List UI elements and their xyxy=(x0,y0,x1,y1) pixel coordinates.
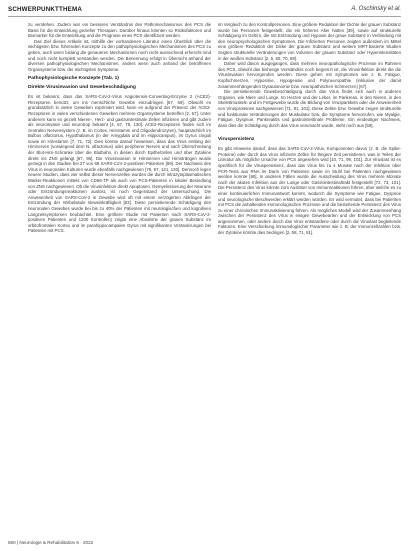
paragraph: zu verstehen. Zudem war ein besseres Verständnis des Pathomechanismus des PCS die Basis für die Entwicklung gezielter Therapien. Darüber hinaus könnten so Risikofaktoren und Biomarker für die Entwicklung und die Prognose eines PCS identifiziert werden. xyxy=(28,22,211,39)
right-column xyxy=(218,22,401,236)
paragraph: Das Ziel dieses Artikels ist, mithilfe der vorhandenen Literatur einen Überblick über die wichtigsten bzw. führenden Konzepte zu den pathophysiologischen Mechanismen des PCS zu geben, auch wenn bislang die genaueren Mechanismen noch nicht ausreichend erforscht sind und noch nicht komplett verstanden werden. Die Benennung erfolgt in Übersicht anhand der diversen pathophysiologischen Mechanismen, anders wenn auch anhand der betroffenen Organsysteme bzw. der wichtigsten Symptome. xyxy=(28,38,211,72)
subsection-heading: Direkte Virusinvasion und Gewebeschädigung xyxy=(28,85,136,91)
paragraph: im Vergleich zu den Kontrollpersonen. Eine größere Reduktion der Dichte der grauen Substanz wurde bei Personen festgestellt, die ein höheres Alter hatten [39], sowie auf strukturelle Schädigung im Gehirn, die mit Entzündung und Hypoxie der graue Substanz in Verbindung mit den neuropsychologischen Symptomen. Die Infizierten Personen zeigten außerdem im Mittel eine größere Reduktion der Dicke der grauen Substanz und weitere MRT-basierte Studien zeigten strukturelle Veränderungen von Volumen der grauen Substanz oder Hyperintensitäten in der weißen Substanz [2, 6, 60, 70, 89]. xyxy=(218,22,401,61)
section-heading: Pathophysiologische Konzepte (Tab. 1) xyxy=(28,75,119,81)
running-author: A. Oschinsky et al. xyxy=(351,6,401,12)
subsection-heading: Viruspersistenz xyxy=(218,137,255,143)
paragraph: Es ist bekannt, dass das SARS-CoV-2-Virus Angiotensin-Converting-Enzyme 2 (ACE2)-Rezeptoren benutzt, um ins menschliche Gewebe einzudringen [67, 69]. Obwohl es grundsätzlich in vielen Geweben exprimiert wird, kann es aufgrund der Präsenz der ACE2-Rezeptoren in vielen verschiedenen Geweben mehrere Organsysteme betreffen [2, 67]. Unter anderem kann es gezielt Nieren-, Herz- und gastrointestinale Zellen infizieren und gibt zudem als neuroinvasiv und neurotrop bekannt [4, 67, 75, 130]. ACE2-Rezeptoren finden sich im zentralen Nervensystem (z. B. im Cortex, Hirnstamm und Oligodendrozyten), hauptsächlich im Bulbus olfactorius, Hypothalamus (in der Amygdala und im Hippocampus), im Gyrus cinguli sowie im Hirnstamm [7, 71, 72]. Dies könnte darauf hinweisen, dass das Virus entlang der Hirnnerven (vorwiegend dem N. olfactorius) oder peripherer Nerven und nach Überschreitung der Blut-Hirn-Schranke über die Blutbahn, in diesen durch Epithelzellen und über Zytokine direkt ins ZNS gelangt [67, 96]. Die Virusinvasion in Hirnnerven und Hirnsträngen wurde gezeigt in den Studien bei 27 von 69 SARS-CoV-2-positiven Patienten [69]. Der Nachweis des Virus in neuronalen Kulturen wurde ebenfalls nachgewiesen [75, 97, 121, 130]. Dennoch legen neuere Studien, dass vier selbst dieser Nervenzellen wurden die durch intrazytoplasmatischen Marker-Reaktionen mittels von CD68-TP als auch von PCS-Patienten in lokaler Besiedlung von ZNS nachgewiesen. Ob die Virusinfektion direkt Apoptosen, Demyelinisierung der Neurone oder Entzündungsreaktionen auslöst, ist noch Gegenstand der Untersuchung. Die Anwesenheit von SARS-CoV-2 in Gewebe wird oft mit einem verzögerten Abklingen der Entzündung der Wirbelsäule Beweiskräftigkeit [83]. Diese persistierende Schädigung des neuronalen Gewebes wurde bei bis zu 40% der Patienten mit neurologischen und kognitiven Langzeitsymptomen beobachtet. Eine größere Studie mit Patienten nach SARS-CoV-2-positiven Patienten und 1200 Kontrollen) zeigte eine Abnahme der grauen Substanz im orbitofrontalen Kortex und im parahippocampalen Gyrus mit signifikanten Veränderungen bei Patienten mit PCS. xyxy=(28,94,211,234)
left-column xyxy=(28,22,211,234)
header-divider xyxy=(8,16,401,17)
page-footer: 590 | Neurologie & Rehabilitation 6 · 2022 xyxy=(8,540,94,545)
page-header xyxy=(0,0,413,24)
paragraph: Daher wird davon ausgegangen, dass mehrere neuropathologische Prozesse im Rahmen des PCS, obwohl das bisherige Verständnis noch begrenzt ist, die Virusinfektion direkt die die Virusinvasion hervorgerufen werden. Diese gehen mit Symptomen wie z. B. Fatigue, Kopfschmerzen, Hyposmie, Hypogeusie und Polyneuropathie (inklusive der damit zusammenhängenden Dysautonomie bzw. neuropathischen Schmerzen) [67]. xyxy=(218,61,401,89)
spacer xyxy=(218,128,401,134)
paragraph: Es gibt Hinweise darauf, dass das SARS-CoV-2-Virus, Komponenten davon (z. B. die Spike-Proteine) oder durch das Virus infizierte Zellen für längere Zeit persistieren, was in Teilen der Literatur als mögliche Ursache von PCS angesehen wird [10, 71, 99, 101]. Zur Viruslast ist es spezifisch für die Viruspersistenz, dass das Virus bis zu 4 Monate nach der Infektion über PCR-Tests aus RNA im Darm von Patienten sowie im Stuhl bei Patienten nachgewiesen werden konnte [90]. In anderen Fällen wurde die Ausscheidung des Virus mehrere Monate nach der akuten Infektion aus der Lunge oder Gastrointestinaltrakt festgestellt [72, 73, 101]. Die Persistenz des Virus könnte zum Auslöser von Immunreaktionen führen, über welche es zu einer kontinuierlichen Immunantwort kommt, wodurch die Symptome wie Fatigue, Dyspnoe und neurologische Beschwerden erklärt werden würden. Es wird vermutet, dass bei Patienten mit PCS die anhaltenden immunologischen Prozesse und die bestehende Persistenz des Virus zu einer chronischen Immunaktivierung führen. Als mögliches Modell wird der Zusammenhang zwischen der Persistenz des Virus in einigen Gewebearten und der Entwicklung von PCS angenommen, oder andere durch das Virus entstandene oder durch die Viruslast begleitende Faktoren. Eine Verschiebung immunologischer Parameter wie z. B. der Immunzellzahlen bzw. der Zytokine könnte dies bedingen [2, 58, 71, 81]. xyxy=(218,146,401,236)
paragraph: Die persistierende Gewebeschädigung durch das Virus findet sich auch in anderen Organen, wie Niere und Lunge. Im Herzen und der Leber, im Pankreas, in den Nieren, in den Skelettmuskeln und im Fettgewebe wurde die Bildung von Viruspartikeln oder die Anwesenheit von Virusproteinen nachgewiesen [71, 81, 101]. Diese Zellen bzw. Gewebe zeigen strukturelle und funktionale Veränderungen der Muskulatur bzw. die Symptome hervorrufen, wie Myalgie, Fatigue, Dyspnoe, Pankreatitis und gastrointestinale Probleme. Ein eindeutiger Nachweis, dass dies die Schädigung durch das Virus verursacht wurde, steht noch aus [59]. xyxy=(218,89,401,128)
section-label: SCHWERPUNKTTHEMA xyxy=(8,6,83,13)
